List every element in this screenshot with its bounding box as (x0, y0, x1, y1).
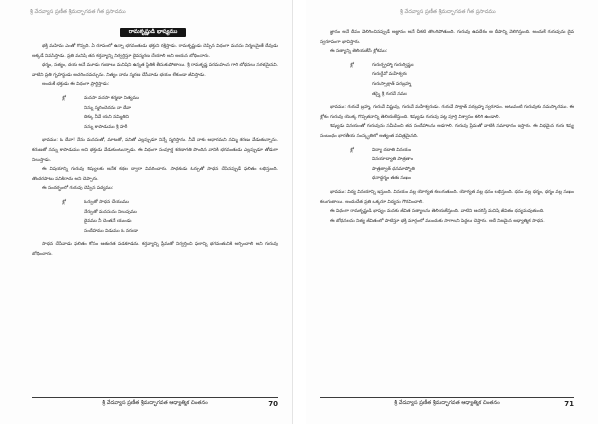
verse-line: గురుర్దేవో మహేశ్వరః (372, 72, 407, 78)
verse-line: గురుస్సాక్షాత్ పరబ్రహ్మ (372, 81, 412, 87)
verse-line: శ్లో గురుర్బ్రహ్మా గురుర్విష్ణుః (350, 62, 414, 68)
paragraph: భక్తి మహిమ ఎంతో గొప్పది. ఏ రూపంలో ఉన్నా భగవంతుడు భక్తుని రక్షిస్తాడు. రామకృష్ణుడు చెప్పిన విధంగా మనసు నిర్మలమైతే దేవుడు అక్కడే నివసిస్తాడు. ప్రతి మనిషి తన కర్తవ్యాన్ని నిర్వర్తిస్తూ దైవస్మరణ చేయాలి అని ఆయన బోధించారు. (32, 44, 278, 59)
page-number: 71 (564, 400, 574, 408)
paragraph: భావము: ఓ దేవా! నేను మనసుతో, మాటతో, పనితో ఎల్లప్పుడూ నిన్నే స్మరిస్తాను. నీవే నాకు ఆధారమని నమ్మి శరణు వేడుతున్నాను. కరుణతో నన్ను కాపాడుము అని భక్తుడు వేడుకుంటున్నాడు. ఈ విధంగా సంపూర్ణ శరణాగతి పొందిన వానికి భగవంతుడు ఎల్లప్పుడూ తోడుగా నిలుస్తాడు. (32, 138, 278, 163)
paragraph: శిష్యుడు వినయంతో గురువును సమీపించి తన సందేహాలను అడగాలి. గురువు ప్రేమతో వాటికి సమాధానం ఇస్తారు. ఈ విధమైన గురు శిష్య సంబంధం భారతీయ సంస్కృతిలో అత్యంత పవిత్రమైనది. (320, 124, 574, 139)
verse-line: పాత్రత్వాత్ ధనమాప్నోతి (372, 166, 415, 172)
page-body (32, 28, 278, 259)
verse-line: శ్లో విద్యా దదాతి వినయం (350, 147, 412, 153)
page-footer (32, 397, 278, 408)
verse-line: శ్లో మనసా వచసా కర్మణా నిత్యము (62, 95, 139, 101)
paragraph: ఈ సందర్భంలో గురువు చెప్పిన పద్యము: (42, 186, 114, 192)
verse-line: నేర్పుతో మనసును నిలుపుము (84, 209, 137, 215)
paragraph: సాధన చేసేవాడు ఫలితం కోసం ఆతురత పడకూడదు. కర్తవ్యాన్ని ప్రేమతో నిర్వర్తించి ఫలాన్ని భగవంతునికి అర్పించాలి అని గురువు బోధించారు. (32, 242, 278, 257)
verse-line: శ్లో ఓర్పుతో సాధన చేయుము (62, 199, 129, 205)
paragraph: ఈ విషయాన్ని గురువు శిష్యులకు అనేక కథల ద్వారా వివరించారు. సాధకుడు ఓర్పుతో సాధన చేసినప్పుడే ఫలితం లభిస్తుంది. తొందరపాటు పనికిరాదు అని చెప్పారు. (32, 167, 278, 182)
paragraph: ధర్మం, సత్యం, దయ అనే మూడు గుణాలు మనిషిని ఉన్నత స్థితికి తీసుకుపోతాయి. శ్రీ రామకృష్ణ పరమహంస గారి బోధనలు సరళమైనవి. వాటిని ప్రతి గృహస్థుడు ఆచరించవచ్చును. నిత్యం నామ స్మరణ చేసేవాడు భయం లేకుండా జీవిస్తాడు. (32, 63, 278, 78)
verse-line: సందేహము విడుము ఓ నరుడా (84, 228, 138, 234)
footer-title: శ్రీ వేదవ్యాస ప్రణీత శ్రీమద్భాగవత ఆధ్యాత్మిక చింతనం (394, 400, 500, 406)
verse-block (62, 94, 278, 132)
running-header: శ్రీ వేదవ్యాస ప్రణీత శ్రీమద్భాగవత గీత ప్రసాదము (400, 9, 496, 15)
verse-line: వినయాద్యాతి పాత్రతాం (372, 157, 413, 163)
verse-line: నిన్ను స్మరించెదను నా దేవా (84, 105, 132, 111)
paragraph: భావము: విద్య వినయాన్ని ఇస్తుంది. వినయం వల్ల యోగ్యత కలుగుతుంది. యోగ్యత వల్ల ధనం లభిస్తుంది. ధనం వల్ల ధర్మం, ధర్మం వల్ల సుఖం కలుగుతాయి. అందుచేత ప్రతి ఒక్కరూ విద్యను గౌరవించాలి. (320, 189, 574, 205)
left-page (0, 0, 293, 424)
verse-block (350, 61, 574, 99)
footer-title: శ్రీ వేదవ్యాస ప్రణీత శ్రీమద్భాగవత ఆధ్యాత్మిక చింతనం (102, 400, 208, 406)
right-page (306, 0, 598, 424)
paragraph: అందుకే భక్తుడు ఈ విధంగా ప్రార్థిస్తాడు: (42, 82, 110, 88)
page-body (320, 28, 574, 226)
verse-line: తస్మై శ్రీ గురవే నమః (372, 91, 407, 97)
verse-line: దిక్కు నీవే యని నమ్మితిని (84, 115, 129, 121)
verse-block (62, 198, 278, 236)
chapter-title: రామకృష్ణుడి భాష్యము (120, 28, 186, 37)
verse-line: నన్ను కాపాడుము శ్రీ హరీ (84, 124, 128, 130)
paragraph: ఈ విధంగా రామకృష్ణుడి భాష్యం మనకు జీవిత సత్యాలను తెలియజేస్తుంది. వాటిని ఆచరిస్తే మనిషి జీవితం ధన్యమవుతుంది. (330, 209, 545, 215)
page-footer (320, 397, 574, 408)
paragraph: జ్ఞానం అనే దీపం వెలిగించినప్పుడే అజ్ఞానం అనే చీకటి తొలగిపోతుంది. గురువు ఉపదేశం ఆ దీపాన్ని వెలిగిస్తుంది. అందుకే గురువును దైవ స్వరూపంగా భావిస్తారు. (320, 30, 574, 45)
paragraph: భావము: గురువే బ్రహ్మ, గురువే విష్ణువు, గురువే మహేశ్వరుడు. గురువే సాక్షాత్ పరబ్రహ్మ స్వరూపం. అటువంటి గురువుకు నమస్కారము. ఈ శ్లోకం గురువు యొక్క గొప్పతనాన్ని తెలియజేస్తుంది. శిష్యుడు గురువు పట్ల పూర్తి విశ్వాసం కలిగి ఉండాలి. (320, 105, 574, 120)
page-number: 70 (268, 400, 278, 408)
verse-line: దైవము నీ చెంతనే యుండు (84, 219, 132, 225)
verse-block (350, 146, 574, 184)
paragraph: ఈ సత్యాన్ని తెలియజేసే శ్లోకము: (330, 49, 388, 55)
running-header: శ్రీ వేదవ్యాస ప్రణీత శ్రీమద్భాగవత గీత ప్రసాదము (30, 9, 126, 15)
verse-line: ధనాద్ధర్మం తతః సుఖం (372, 176, 411, 182)
paragraph: ఈ బోధనలను నిత్య జీవితంలో పాటిస్తూ భక్తి మార్గంలో ముందుకు సాగాలని పెద్దలు చెప్తారు. అదే నిజమైన ఆధ్యాత్మిక సాధన. (330, 218, 545, 224)
